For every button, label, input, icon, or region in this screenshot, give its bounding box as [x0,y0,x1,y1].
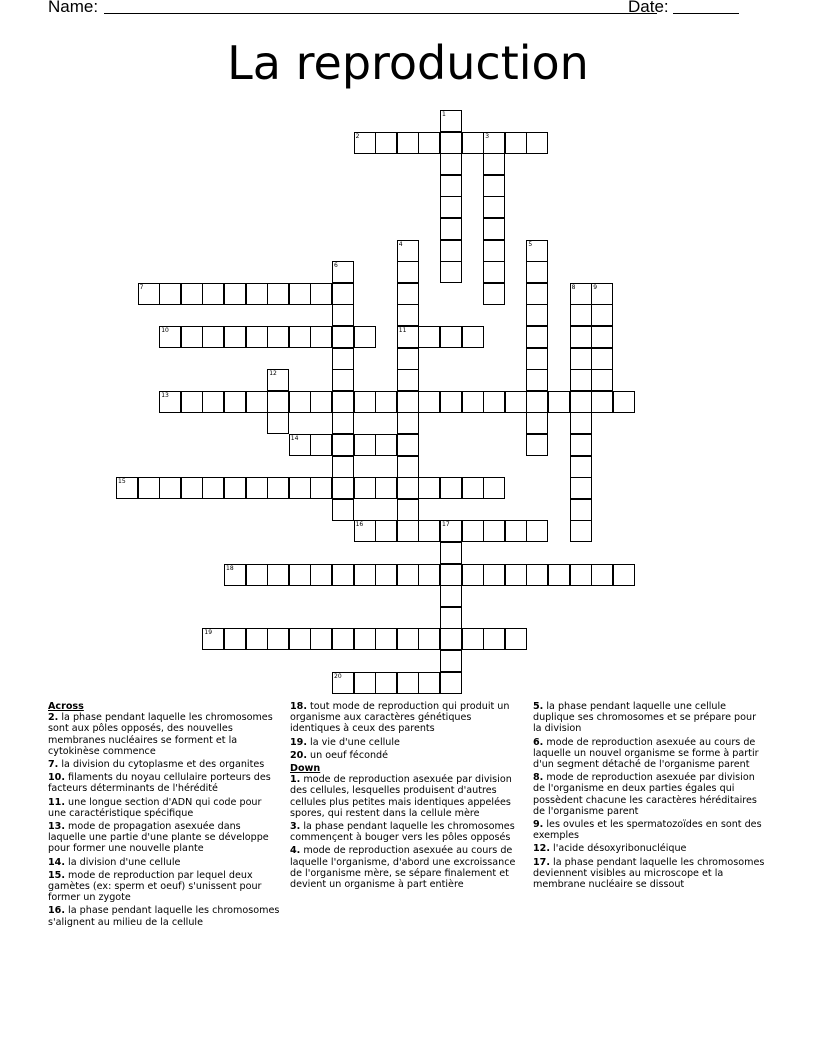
grid-cell[interactable] [462,477,484,499]
grid-cell[interactable] [483,240,505,262]
grid-cell[interactable] [375,672,397,694]
grid-cell[interactable] [570,564,592,586]
grid-cell[interactable] [397,499,419,521]
grid-cell[interactable] [159,391,181,413]
grid-cell[interactable] [332,412,354,434]
clue-text: la division du cytoplasme et des organites [58,759,265,771]
grid-cell[interactable] [483,477,505,499]
grid-cell[interactable] [354,477,376,499]
across-heading: Across [48,701,84,712]
grid-cell[interactable] [397,369,419,391]
grid-cell[interactable] [397,391,419,413]
grid-cell[interactable] [224,326,246,348]
clue-text: la phase pendant laquelle une cellule duplique ses chromosomes et se prépare pour la division [533,701,757,735]
across-clue [290,737,522,748]
grid-cell[interactable] [526,304,548,326]
grid-cell[interactable] [289,434,311,456]
grid-cell[interactable] [159,326,181,348]
grid-cell[interactable] [310,326,332,348]
clue-number: 12. [533,843,550,855]
grid-cell[interactable] [418,628,440,650]
grid-cell[interactable] [462,326,484,348]
grid-cell[interactable] [483,218,505,240]
grid-cell[interactable] [483,175,505,197]
grid-cell[interactable] [505,391,527,413]
grid-cell[interactable] [397,564,419,586]
clue-number: 18. [290,701,307,712]
grid-cell[interactable] [397,240,419,262]
grid-cell[interactable] [375,628,397,650]
grid-cell[interactable] [332,261,354,283]
grid-cell[interactable] [483,196,505,218]
grid-cell[interactable] [570,348,592,370]
grid-cell[interactable] [591,348,613,370]
grid-cell[interactable] [440,196,462,218]
grid-cell[interactable] [440,132,462,154]
grid-cell[interactable] [267,628,289,650]
grid-cell[interactable] [202,283,224,305]
grid-cell[interactable] [224,391,246,413]
grid-cell[interactable] [375,391,397,413]
grid-cell[interactable] [332,477,354,499]
clue-text: la phase pendant laquelle les chromosomes s'alignent au milieu de la cellule [48,905,280,928]
clue-number: 5 [528,240,533,248]
grid-cell[interactable] [332,434,354,456]
grid-cell[interactable] [483,283,505,305]
grid-cell[interactable] [202,391,224,413]
grid-cell[interactable] [440,564,462,586]
grid-cell[interactable] [375,434,397,456]
clue-text: un oeuf fécondé [307,749,389,761]
date-label: Date: [628,0,669,16]
down-clue [533,701,765,735]
grid-cell[interactable] [332,326,354,348]
grid-cell[interactable] [202,628,224,650]
grid-cell[interactable] [591,304,613,326]
grid-cell[interactable] [332,672,354,694]
grid-cell[interactable] [397,304,419,326]
clue-number: 14 [290,435,299,442]
grid-cell[interactable] [440,628,462,650]
grid-cell[interactable] [526,564,548,586]
clue-number: 11 [398,327,407,334]
grid-cell[interactable] [570,499,592,521]
clue-number: 8 [571,283,576,291]
clue-number: 2 [355,132,360,140]
grid-cell[interactable] [181,391,203,413]
grid-cell[interactable] [526,261,548,283]
grid-cell[interactable] [505,132,527,154]
grid-cell[interactable] [526,283,548,305]
grid-cell[interactable] [548,564,570,586]
grid-cell[interactable] [354,391,376,413]
clue-column-1 [48,701,280,930]
grid-cell[interactable] [397,283,419,305]
grid-cell[interactable] [181,477,203,499]
grid-cell[interactable] [570,304,592,326]
grid-cell[interactable] [181,326,203,348]
grid-cell[interactable] [440,175,462,197]
grid-cell[interactable] [246,477,268,499]
clue-number: 1 [442,111,446,118]
grid-cell[interactable] [483,628,505,650]
clue-number: 7 [139,283,144,291]
grid-cell[interactable] [440,391,462,413]
grid-cell[interactable] [440,520,462,542]
grid-cell[interactable] [526,434,548,456]
down-clue [290,821,522,843]
down-clue [533,772,765,817]
grid-cell[interactable] [246,564,268,586]
clue-number: 1. [290,774,301,786]
grid-cell[interactable] [440,153,462,175]
clue-number: 16 [355,521,364,529]
grid-cell[interactable] [354,132,376,154]
clue-number: 10. [48,772,65,784]
clue-text: la phase pendant laquelle les chromosomes commençent à bouger vers les pôles opposés [290,821,515,844]
clue-number: 16. [48,905,65,917]
clue-number: 8. [533,772,544,784]
grid-cell[interactable] [440,542,462,564]
grid-cell[interactable] [613,564,635,586]
clue-text: les ovules et les spermatozoïdes en sont des exemples [533,819,762,842]
grid-cell[interactable] [397,628,419,650]
across-clue [48,857,280,868]
down-clue [533,843,765,854]
clue-number: 4. [290,845,301,857]
grid-cell[interactable] [397,261,419,283]
grid-cell[interactable] [591,391,613,413]
clue-number: 14. [48,856,65,868]
clue-text: la phase pendant laquelle les chromosomes deviennent visibles au microscope et la membrane nucléaire se dissout [533,856,765,891]
grid-cell[interactable] [526,326,548,348]
grid-cell[interactable] [354,434,376,456]
across-clue [290,750,522,761]
grid-cell[interactable] [310,628,332,650]
grid-cell[interactable] [440,240,462,262]
clue-number: 20. [290,749,307,761]
grid-cell[interactable] [267,564,289,586]
grid-cell[interactable] [418,326,440,348]
grid-cell[interactable] [267,369,289,391]
grid-cell[interactable] [332,628,354,650]
grid-cell[interactable] [462,391,484,413]
grid-cell[interactable] [181,283,203,305]
grid-cell[interactable] [354,672,376,694]
clue-number: 15 [118,478,126,486]
across-clue [290,701,522,735]
clue-number: 17. [533,856,550,868]
grid-cell[interactable] [354,520,376,542]
grid-cell[interactable] [354,326,376,348]
grid-cell[interactable] [570,412,592,434]
grid-cell[interactable] [440,585,462,607]
grid-cell[interactable] [462,132,484,154]
clue-column-3 [533,701,765,892]
grid-cell[interactable] [138,283,160,305]
clue-number: 13. [48,821,65,833]
grid-cell[interactable] [397,326,419,348]
grid-cell[interactable] [440,477,462,499]
grid-cell[interactable] [418,520,440,542]
grid-cell[interactable] [462,628,484,650]
grid-cell[interactable] [505,520,527,542]
clue-number: 6 [334,262,338,270]
grid-cell[interactable] [332,391,354,413]
grid-cell[interactable] [246,391,268,413]
grid-cell[interactable] [591,564,613,586]
across-clue [48,759,280,770]
grid-cell[interactable] [289,283,311,305]
grid-cell[interactable] [505,628,527,650]
grid-cell[interactable] [332,456,354,478]
grid-cell[interactable] [202,477,224,499]
clue-text: mode de reproduction asexuée par division de l'organisme en deux parties égales qui possèdent chacune les caractères héréditaires de l'organisme parent [533,772,757,817]
clue-text: filaments du noyau cellulaire porteurs des facteurs déterminants de l'hérédité [48,772,271,795]
clue-text: mode de reproduction par lequel deux gamètes (ex: sperm et oeuf) s'unissent pour former un zygote [48,869,262,904]
across-clue [48,905,280,927]
grid-cell[interactable] [267,412,289,434]
down-heading: Down [290,763,321,775]
clue-number: 6. [533,736,544,748]
clue-number: 17 [442,521,450,529]
grid-cell[interactable] [289,628,311,650]
clue-column-2 [290,701,522,892]
across-clue [48,870,280,904]
grid-cell[interactable] [289,326,311,348]
grid-cell[interactable] [397,348,419,370]
grid-cell[interactable] [332,564,354,586]
grid-cell[interactable] [440,650,462,672]
grid-cell[interactable] [246,628,268,650]
grid-cell[interactable] [354,564,376,586]
grid-cell[interactable] [526,132,548,154]
clue-text: mode de reproduction asexuée au cours de laquelle l'organisme, d'abord une excroissance de l'organisme mère, se sépare finalement et devient un organisme à part entière [290,845,516,891]
grid-cell[interactable] [483,132,505,154]
grid-cell[interactable] [310,283,332,305]
grid-cell[interactable] [418,132,440,154]
clue-text: mode de propagation asexuée dans laquelle une partie d'une plante se développe pour former une nouvelle plante [48,821,269,855]
grid-cell[interactable] [289,564,311,586]
clue-text: mode de reproduction asexuée au cours de laquelle un nouvel organisme se forme à partir d'un segment détaché de l'organisme parent [533,736,759,771]
clue-text: mode de reproduction asexuée par division des cellules, lesquelles produisent d'autres cellules plus petites mais identiques appelées spores, qui restent dans la cellule mère [290,774,512,819]
grid-cell[interactable] [202,326,224,348]
grid-cell[interactable] [159,283,181,305]
grid-cell[interactable] [397,456,419,478]
clue-text: tout mode de reproduction qui produit un organisme aux caractères génétiques identiques à ceux des parents [290,701,510,735]
grid-cell[interactable] [224,283,246,305]
grid-cell[interactable] [440,607,462,629]
clue-number: 3. [290,821,301,833]
grid-cell[interactable] [570,326,592,348]
clue-number: 15. [48,869,65,881]
grid-cell[interactable] [310,434,332,456]
clue-number: 19 [204,629,213,637]
grid-cell[interactable] [397,477,419,499]
grid-cell[interactable] [116,477,138,499]
grid-cell[interactable] [526,391,548,413]
clue-number: 9. [533,819,544,831]
grid-cell[interactable] [440,218,462,240]
clue-number: 2. [48,712,59,724]
grid-cell[interactable] [440,672,462,694]
grid-cell[interactable] [462,564,484,586]
grid-cell[interactable] [418,391,440,413]
grid-cell[interactable] [246,283,268,305]
grid-cell[interactable] [570,456,592,478]
grid-cell[interactable] [289,477,311,499]
grid-cell[interactable] [354,628,376,650]
grid-cell[interactable] [267,326,289,348]
down-clue [533,819,765,841]
grid-cell[interactable] [310,391,332,413]
across-clue [48,821,280,855]
grid-cell[interactable] [375,477,397,499]
clue-text: la division d'une cellule [65,856,181,868]
grid-cell[interactable] [591,283,613,305]
clue-number: 9 [593,283,598,291]
grid-cell[interactable] [375,564,397,586]
grid-cell[interactable] [267,391,289,413]
down-clue [290,845,522,890]
grid-cell[interactable] [224,477,246,499]
grid-cell[interactable] [418,477,440,499]
clue-number: 13 [161,391,169,399]
grid-cell[interactable] [310,564,332,586]
clue-number: 11. [48,796,65,808]
grid-cell[interactable] [332,369,354,391]
grid-cell[interactable] [483,520,505,542]
grid-cell[interactable] [397,672,419,694]
grid-cell[interactable] [570,434,592,456]
grid-cell[interactable] [591,326,613,348]
grid-cell[interactable] [397,132,419,154]
grid-cell[interactable] [397,520,419,542]
grid-cell[interactable] [483,391,505,413]
grid-cell[interactable] [375,520,397,542]
clue-text: la phase pendant laquelle les chromosomes sont aux pôles opposés, des nouvelles membranes nucléaires se forment et la cytokinèse commence [48,712,273,757]
clue-text: la vie d'une cellule [307,736,400,748]
grid-cell[interactable] [267,477,289,499]
name-label: Name: [48,0,99,16]
grid-cell[interactable] [570,477,592,499]
clue-number: 4 [398,240,403,248]
clue-text: l'acide désoxyribonucléique [550,843,687,855]
clue-number: 7. [48,759,59,771]
grid-cell[interactable] [397,412,419,434]
grid-cell[interactable] [440,110,462,132]
grid-cell[interactable] [440,261,462,283]
grid-cell[interactable] [332,283,354,305]
page-title: La reproduction [227,36,589,90]
across-clue [48,712,280,757]
across-clue [48,797,280,819]
clue-number: 20 [334,672,342,680]
grid-cell[interactable] [483,261,505,283]
grid-cell[interactable] [397,434,419,456]
grid-cell[interactable] [418,672,440,694]
grid-cell[interactable] [570,369,592,391]
grid-cell[interactable] [332,304,354,326]
clue-number: 18 [226,564,234,572]
grid-cell[interactable] [159,477,181,499]
grid-cell[interactable] [224,628,246,650]
grid-cell[interactable] [375,132,397,154]
down-clue [290,774,522,819]
down-clue [533,737,765,771]
grid-cell[interactable] [613,391,635,413]
grid-cell[interactable] [332,348,354,370]
grid-cell[interactable] [548,391,570,413]
grid-cell[interactable] [310,477,332,499]
grid-cell[interactable] [526,520,548,542]
grid-cell[interactable] [483,153,505,175]
grid-cell[interactable] [138,477,160,499]
grid-cell[interactable] [332,499,354,521]
grid-cell[interactable] [570,520,592,542]
grid-cell[interactable] [440,326,462,348]
grid-cell[interactable] [418,564,440,586]
grid-cell[interactable] [526,348,548,370]
clue-number: 5. [533,701,544,712]
clue-number: 19. [290,736,307,748]
grid-cell[interactable] [224,564,246,586]
grid-cell[interactable] [526,412,548,434]
down-clue [533,857,765,891]
clue-number: 10 [161,327,169,334]
grid-cell[interactable] [267,283,289,305]
grid-cell[interactable] [246,326,268,348]
grid-cell[interactable] [591,369,613,391]
grid-cell[interactable] [570,391,592,413]
clue-number: 3 [485,132,490,140]
grid-cell[interactable] [462,520,484,542]
grid-cell[interactable] [570,283,592,305]
grid-cell[interactable] [526,240,548,262]
grid-cell[interactable] [526,369,548,391]
grid-cell[interactable] [483,564,505,586]
grid-cell[interactable] [505,564,527,586]
grid-cell[interactable] [289,391,311,413]
clue-number: 12 [269,370,277,378]
across-clue [48,772,280,794]
clue-text: une longue section d'ADN qui code pour une caractéristique spécifique [48,796,262,819]
